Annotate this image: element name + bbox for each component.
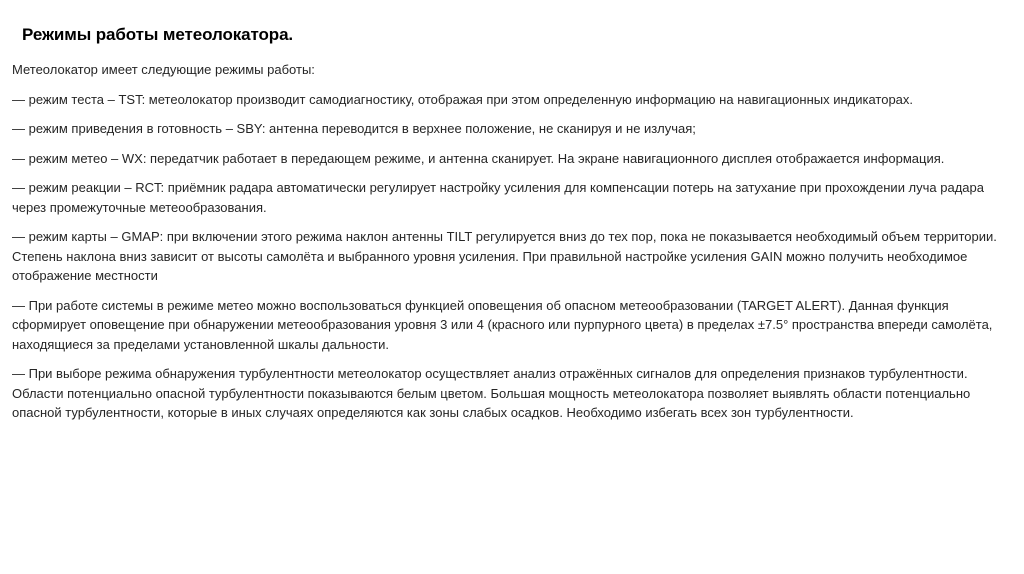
turbulence-paragraph: — При выборе режима обнаружения турбулентности метеолокатор осуществляет анализ отражённых сигналов для определения признаков турбулентности. Области потенциально опасной турбулентности показываются белым цветом. Большая мощность метеолокатора позволяет выявлять области потенциально опасной турбулентности, которые в иных случаях определяются как зоны слабых осадков. Необходимо избегать всех зон турбулентности.	[12, 366, 971, 420]
mode-react-paragraph: — режим реакции – RCT: приёмник радара автоматически регулирует настройку усиления для компенсации потерь на затухание при прохождении луча радара через промежуточные метеообразования.	[12, 180, 984, 215]
slide-title: Режимы работы метеолокатора.	[22, 25, 294, 44]
mode-map-paragraph: — режим карты – GMAP: при включении этого режима наклон антенны TILT регулируется вниз до тех пор, пока не показывается необходимый объем территории. Степень наклона вниз зависит от высоты самолёта и выбранного уровня усиления. При правильной настройке усиления GAIN можно получить необходимое отображение местности	[12, 229, 997, 283]
mode-weather-paragraph: — режим метео – WX: передатчик работает в передающем режиме, и антенна сканирует. На экране навигационного дисплея отображается информация.	[12, 150, 945, 166]
intro-paragraph: Метеолокатор имеет следующие режимы работы:	[12, 62, 315, 77]
slide-body	[12, 60, 1012, 433]
mode-standby-paragraph: — режим приведения в готовность – SBY: антенна переводится в верхнее положение, не сканируя и не излучая;	[12, 121, 696, 136]
target-alert-paragraph: — При работе системы в режиме метео можно воспользоваться функцией оповещения об опасном метеообразовании (TARGET ALERT). Данная функция сформирует оповещение при обнаружении метеообразования уровня 3 или 4 (красного или пурпурного цвета) в пределах ±7.5° пространства впереди самолёта, находящиеся за пределами установленной шкалы дальности.	[12, 297, 993, 352]
mode-test-paragraph: — режим теста – TST: метеолокатор производит самодиагностику, отображая при этом определенную информацию на навигационных индикаторах.	[12, 91, 914, 107]
